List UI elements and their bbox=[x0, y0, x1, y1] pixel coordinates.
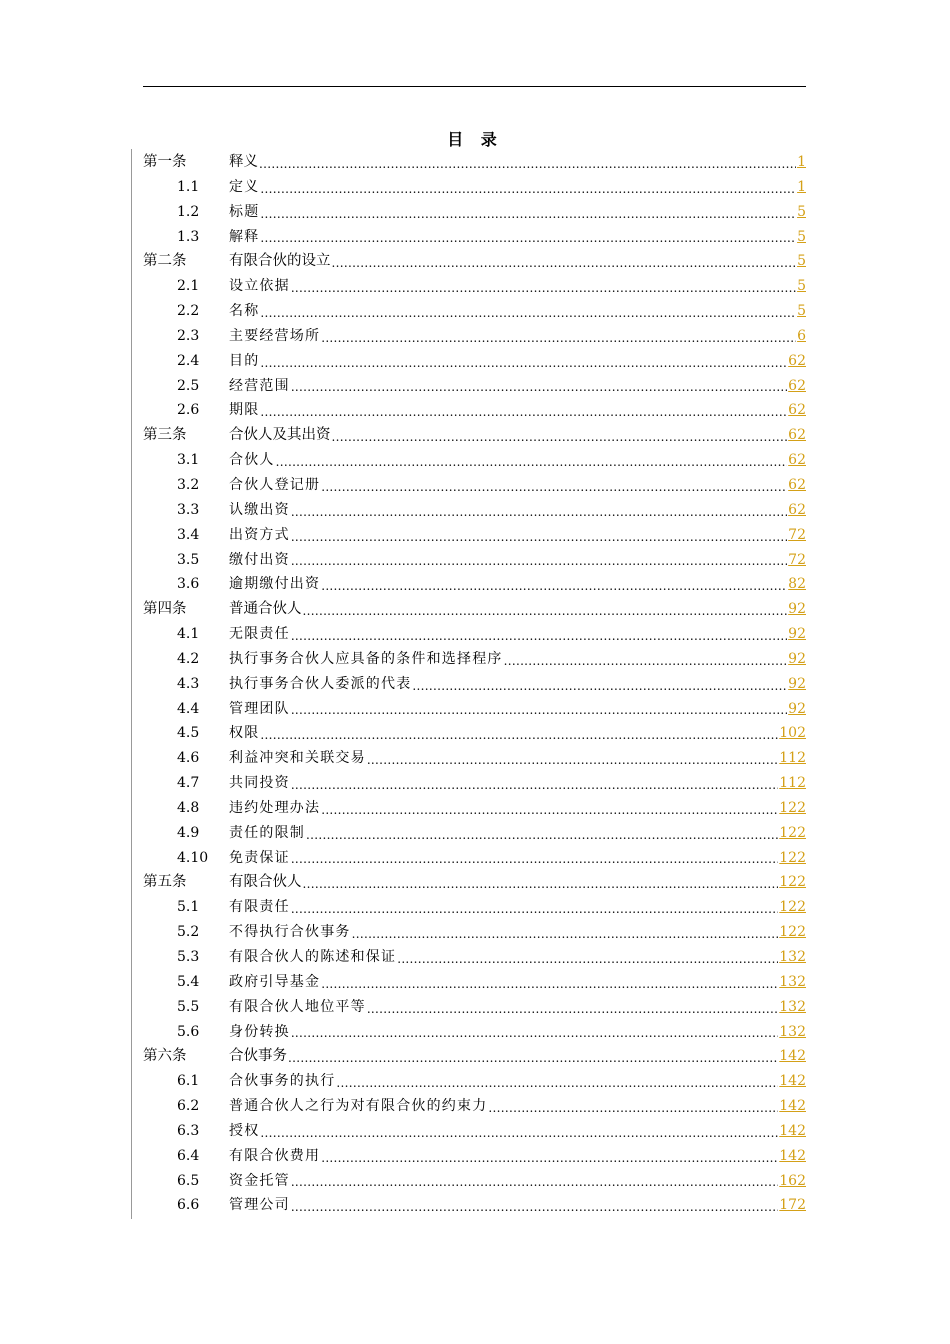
toc-page-link[interactable]: 142 bbox=[779, 1048, 806, 1065]
toc-entry-number: 1.1 bbox=[177, 178, 200, 195]
toc-page-link[interactable]: 5 bbox=[797, 203, 806, 220]
dot-leader bbox=[260, 175, 796, 200]
dot-leader bbox=[260, 299, 796, 324]
dot-leader bbox=[291, 523, 787, 548]
toc-entry-number: 4.3 bbox=[177, 675, 200, 692]
toc-subentry[interactable] bbox=[143, 821, 806, 846]
dot-leader bbox=[276, 448, 788, 473]
toc-entry-number: 第三条 bbox=[143, 427, 187, 444]
toc-entry-title: 执行事务合伙人委派的代表 bbox=[229, 675, 412, 692]
toc-subentry[interactable] bbox=[143, 622, 806, 647]
toc-page-link[interactable]: 142 bbox=[779, 1098, 806, 1115]
toc-page-link[interactable]: 112 bbox=[779, 750, 806, 767]
dot-leader bbox=[291, 622, 787, 647]
toc-subentry[interactable] bbox=[143, 1094, 806, 1119]
toc-subentry[interactable] bbox=[143, 374, 806, 399]
toc-entry-title: 利益冲突和关联交易 bbox=[229, 750, 366, 767]
toc-subentry[interactable] bbox=[143, 548, 806, 573]
dot-leader bbox=[332, 249, 797, 274]
toc-entry-title: 合伙事务 bbox=[229, 1048, 287, 1065]
dot-leader bbox=[291, 374, 787, 399]
dot-leader bbox=[303, 597, 788, 622]
dot-leader bbox=[306, 821, 778, 846]
toc-subentry[interactable] bbox=[143, 225, 806, 250]
toc-page-link[interactable]: 1 bbox=[797, 154, 806, 170]
toc-entry-title: 合伙人及其出资 bbox=[229, 427, 331, 444]
toc-page-link[interactable]: 132 bbox=[779, 949, 806, 965]
toc-page-link[interactable]: 62 bbox=[788, 352, 806, 369]
toc-entry-title: 责任的限制 bbox=[229, 824, 305, 841]
dot-leader bbox=[291, 548, 787, 573]
dot-leader bbox=[260, 349, 787, 374]
dot-leader bbox=[321, 970, 778, 995]
toc-entry-number: 2.5 bbox=[177, 377, 200, 394]
toc-entry-number: 1.3 bbox=[177, 228, 200, 245]
toc-page-link[interactable]: 92 bbox=[788, 601, 806, 618]
toc-entry-number: 4.9 bbox=[177, 824, 200, 841]
toc-entry-title: 管理团队 bbox=[229, 700, 290, 717]
toc-entry-number: 3.1 bbox=[177, 452, 200, 469]
toc-entry-title: 普通合伙人 bbox=[229, 601, 302, 618]
toc-entry-number: 4.7 bbox=[177, 775, 200, 792]
toc-page-link[interactable]: 122 bbox=[779, 799, 806, 816]
toc-entry-title: 经营范围 bbox=[229, 377, 290, 394]
toc-entry-number: 4.2 bbox=[177, 650, 200, 667]
dot-leader bbox=[288, 1044, 778, 1069]
change-bar bbox=[131, 149, 132, 1219]
toc-subentry[interactable] bbox=[143, 274, 806, 299]
dot-leader bbox=[397, 945, 778, 970]
toc-entry-title: 解释 bbox=[229, 228, 260, 245]
toc-entry-title: 违约处理办法 bbox=[229, 799, 321, 816]
toc-entry-title: 无限责任 bbox=[229, 626, 290, 643]
toc-entry-number: 第五条 bbox=[143, 874, 187, 891]
toc-subentry[interactable] bbox=[143, 1169, 806, 1194]
toc-entry-number: 5.2 bbox=[177, 924, 200, 941]
dot-leader bbox=[291, 1193, 778, 1218]
toc-subentry[interactable] bbox=[143, 572, 806, 597]
toc-entry-title: 主要经营场所 bbox=[229, 327, 321, 344]
toc-page-link[interactable]: 142 bbox=[779, 1073, 806, 1090]
toc-page-link[interactable]: 142 bbox=[779, 1147, 806, 1164]
toc-subentry[interactable] bbox=[143, 995, 806, 1020]
toc-entry-title: 有限合伙人 bbox=[229, 874, 302, 891]
toc-entry-number: 2.3 bbox=[177, 327, 200, 344]
toc-page-link[interactable]: 5 bbox=[797, 303, 806, 320]
toc-entry-title: 合伙人 bbox=[229, 452, 275, 469]
toc-entry-number: 3.4 bbox=[177, 526, 200, 543]
toc-subentry[interactable] bbox=[143, 349, 806, 374]
toc-subentry[interactable] bbox=[143, 672, 806, 697]
toc-entry-title: 有限责任 bbox=[229, 899, 290, 916]
toc-page-link[interactable]: 122 bbox=[779, 849, 806, 866]
toc-entry-number: 4.4 bbox=[177, 700, 200, 717]
toc-page-link[interactable]: 162 bbox=[779, 1172, 806, 1189]
toc-page-link[interactable]: 5 bbox=[797, 253, 806, 270]
toc-entry-title: 名称 bbox=[229, 303, 260, 320]
dot-leader bbox=[260, 721, 778, 746]
dot-leader bbox=[488, 1094, 778, 1119]
toc-page-link[interactable]: 132 bbox=[779, 1023, 806, 1040]
toc-subentry[interactable] bbox=[143, 895, 806, 920]
toc-entry-title: 释义 bbox=[229, 154, 258, 170]
toc-subentry[interactable] bbox=[143, 1144, 806, 1169]
toc-page-link[interactable]: 82 bbox=[788, 576, 806, 593]
toc-entry-number: 3.3 bbox=[177, 501, 200, 518]
toc-entry-title: 标题 bbox=[229, 203, 260, 220]
toc-entry-number: 第六条 bbox=[143, 1048, 187, 1065]
dot-leader bbox=[291, 274, 796, 299]
toc-page-link[interactable]: 62 bbox=[788, 402, 806, 419]
toc-subentry[interactable] bbox=[143, 1119, 806, 1144]
toc-page-link[interactable]: 62 bbox=[788, 501, 806, 518]
toc-entry-title: 身份转换 bbox=[229, 1023, 290, 1040]
dot-leader bbox=[332, 423, 788, 448]
dot-leader bbox=[260, 225, 796, 250]
toc-entry-number: 6.5 bbox=[177, 1172, 200, 1189]
toc-page-link[interactable]: 132 bbox=[779, 998, 806, 1015]
toc-page-link[interactable]: 112 bbox=[779, 775, 806, 792]
dot-leader bbox=[303, 870, 779, 895]
toc-page-link[interactable]: 62 bbox=[788, 452, 806, 469]
toc-entry-number: 第二条 bbox=[143, 253, 187, 270]
toc-entry-number: 4.6 bbox=[177, 750, 200, 767]
toc-subentry[interactable] bbox=[143, 398, 806, 423]
toc-entry-title: 授权 bbox=[229, 1122, 260, 1139]
toc-entry[interactable] bbox=[143, 1044, 806, 1069]
toc-entry[interactable] bbox=[143, 249, 806, 274]
dot-leader bbox=[291, 498, 787, 523]
toc-page-link[interactable]: 172 bbox=[779, 1197, 806, 1214]
dot-leader bbox=[291, 895, 778, 920]
toc-subentry[interactable] bbox=[143, 920, 806, 945]
toc-entry-number: 6.1 bbox=[177, 1073, 200, 1090]
toc-entry-number: 2.1 bbox=[177, 278, 200, 295]
dot-leader bbox=[321, 324, 796, 349]
toc-entry-title: 逾期缴付出资 bbox=[229, 576, 321, 593]
toc-entry-number: 6.2 bbox=[177, 1098, 200, 1115]
toc-entry-number: 3.6 bbox=[177, 576, 200, 593]
toc-page-link[interactable]: 122 bbox=[779, 824, 806, 841]
toc-entry-title: 有限合伙的设立 bbox=[229, 253, 331, 270]
toc-page-link[interactable]: 92 bbox=[788, 626, 806, 643]
toc-entry-title: 有限合伙人地位平等 bbox=[229, 998, 366, 1015]
toc-entry-title: 普通合伙人之行为对有限合伙的约束力 bbox=[229, 1098, 488, 1115]
toc-entry-title: 有限合伙费用 bbox=[229, 1147, 321, 1164]
toc-entry-number: 6.6 bbox=[177, 1197, 200, 1214]
toc-subentry[interactable] bbox=[143, 1069, 806, 1094]
dot-leader bbox=[321, 572, 787, 597]
dot-leader bbox=[291, 1020, 778, 1045]
dot-leader bbox=[260, 200, 796, 225]
toc-subentry[interactable] bbox=[143, 498, 806, 523]
toc-entry-number: 第四条 bbox=[143, 601, 187, 618]
toc-subentry[interactable] bbox=[143, 796, 806, 821]
toc-page-link[interactable]: 122 bbox=[779, 924, 806, 941]
dot-leader bbox=[291, 697, 787, 722]
toc-page-link[interactable]: 102 bbox=[779, 725, 806, 742]
toc-page-link[interactable]: 6 bbox=[797, 327, 806, 344]
toc-page-link[interactable]: 62 bbox=[788, 377, 806, 394]
toc-entry-number: 4.1 bbox=[177, 626, 200, 643]
toc-page-link[interactable]: 1 bbox=[797, 178, 806, 195]
toc-page-link[interactable]: 72 bbox=[788, 526, 806, 543]
toc-entry-title: 管理公司 bbox=[229, 1197, 290, 1214]
toc-subentry[interactable] bbox=[143, 721, 806, 746]
dot-leader bbox=[291, 771, 778, 796]
toc-page-link[interactable]: 5 bbox=[797, 278, 806, 295]
toc-page-link[interactable]: 132 bbox=[779, 973, 806, 990]
table-of-contents bbox=[143, 150, 806, 1218]
toc-subentry[interactable] bbox=[143, 647, 806, 672]
toc-entry-number: 1.2 bbox=[177, 203, 200, 220]
toc-entry-number: 6.4 bbox=[177, 1147, 200, 1164]
toc-page-link[interactable]: 92 bbox=[788, 700, 806, 717]
toc-subentry[interactable] bbox=[143, 1020, 806, 1045]
dot-leader bbox=[321, 473, 787, 498]
toc-entry-number: 5.6 bbox=[177, 1023, 200, 1040]
toc-entry-title: 合伙人登记册 bbox=[229, 476, 321, 493]
dot-leader bbox=[260, 398, 787, 423]
toc-subentry[interactable] bbox=[143, 523, 806, 548]
toc-entry-number: 5.4 bbox=[177, 973, 200, 990]
toc-subentry[interactable] bbox=[143, 1193, 806, 1218]
toc-entry[interactable] bbox=[143, 870, 806, 895]
toc-subentry[interactable] bbox=[143, 945, 806, 970]
toc-title: 目 录 bbox=[447, 130, 503, 149]
toc-subentry[interactable] bbox=[143, 970, 806, 995]
toc-entry-title: 有限合伙人的陈述和保证 bbox=[229, 949, 397, 965]
toc-subentry[interactable] bbox=[143, 846, 806, 871]
toc-subentry[interactable] bbox=[143, 299, 806, 324]
toc-subentry[interactable] bbox=[143, 473, 806, 498]
dot-leader bbox=[504, 647, 788, 672]
dot-leader bbox=[291, 1169, 778, 1194]
toc-entry-title: 不得执行合伙事务 bbox=[229, 924, 351, 941]
toc-entry-number: 2.2 bbox=[177, 303, 200, 320]
toc-entry-number: 4.10 bbox=[177, 849, 209, 866]
toc-entry-number: 2.6 bbox=[177, 402, 200, 419]
toc-entry-number: 第一条 bbox=[143, 154, 187, 170]
toc-entry-title: 共同投资 bbox=[229, 775, 290, 792]
toc-page-link[interactable]: 92 bbox=[788, 650, 806, 667]
toc-entry-number: 4.8 bbox=[177, 799, 200, 816]
toc-entry-title: 执行事务合伙人应具备的条件和选择程序 bbox=[229, 650, 503, 667]
toc-page-link[interactable]: 62 bbox=[788, 476, 806, 493]
toc-page-link[interactable]: 122 bbox=[779, 874, 806, 891]
toc-subentry[interactable] bbox=[143, 200, 806, 225]
toc-entry-number: 6.3 bbox=[177, 1122, 200, 1139]
toc-entry-number: 3.5 bbox=[177, 551, 200, 568]
toc-entry-number: 5.5 bbox=[177, 998, 200, 1015]
toc-entry-title: 权限 bbox=[229, 725, 260, 742]
toc-entry-number: 2.4 bbox=[177, 352, 200, 369]
toc-entry-title: 免责保证 bbox=[229, 849, 290, 866]
toc-entry-title: 政府引导基金 bbox=[229, 973, 321, 990]
toc-entry-number: 3.2 bbox=[177, 476, 200, 493]
toc-entry-title: 出资方式 bbox=[229, 526, 290, 543]
toc-entry-title: 缴付出资 bbox=[229, 551, 290, 568]
toc-page-link[interactable]: 72 bbox=[788, 551, 806, 568]
toc-entry-title: 认缴出资 bbox=[229, 501, 290, 518]
toc-entry-number: 4.5 bbox=[177, 725, 200, 742]
toc-entry[interactable] bbox=[143, 423, 806, 448]
toc-entry-number: 5.3 bbox=[177, 949, 200, 965]
toc-page-link[interactable]: 142 bbox=[779, 1122, 806, 1139]
toc-page-link[interactable]: 5 bbox=[797, 228, 806, 245]
toc-entry-title: 目的 bbox=[229, 352, 260, 369]
toc-page-link[interactable]: 122 bbox=[779, 899, 806, 916]
toc-subentry[interactable] bbox=[143, 448, 806, 473]
toc-subentry[interactable] bbox=[143, 324, 806, 349]
dot-leader bbox=[291, 846, 778, 871]
toc-entry[interactable] bbox=[143, 597, 806, 622]
header-rule bbox=[143, 86, 806, 87]
toc-page-link[interactable]: 92 bbox=[788, 675, 806, 692]
dot-leader bbox=[321, 1144, 778, 1169]
toc-entry-title: 定义 bbox=[229, 178, 260, 195]
dot-leader bbox=[367, 995, 778, 1020]
dot-leader bbox=[321, 796, 778, 821]
toc-entry-number: 5.1 bbox=[177, 899, 200, 916]
toc-entry[interactable] bbox=[143, 150, 806, 175]
dot-leader bbox=[352, 920, 779, 945]
toc-subentry[interactable] bbox=[143, 175, 806, 200]
dot-leader bbox=[260, 1119, 778, 1144]
dot-leader bbox=[367, 746, 778, 771]
toc-subentry[interactable] bbox=[143, 746, 806, 771]
toc-entry-title: 合伙事务的执行 bbox=[229, 1073, 336, 1090]
toc-subentry[interactable] bbox=[143, 771, 806, 796]
toc-page-link[interactable]: 62 bbox=[788, 427, 806, 444]
dot-leader bbox=[412, 672, 787, 697]
dot-leader bbox=[259, 150, 796, 175]
toc-subentry[interactable] bbox=[143, 697, 806, 722]
toc-entry-title: 资金托管 bbox=[229, 1172, 290, 1189]
toc-entry-title: 期限 bbox=[229, 402, 260, 419]
toc-entry-title: 设立依据 bbox=[229, 278, 290, 295]
dot-leader bbox=[336, 1069, 778, 1094]
